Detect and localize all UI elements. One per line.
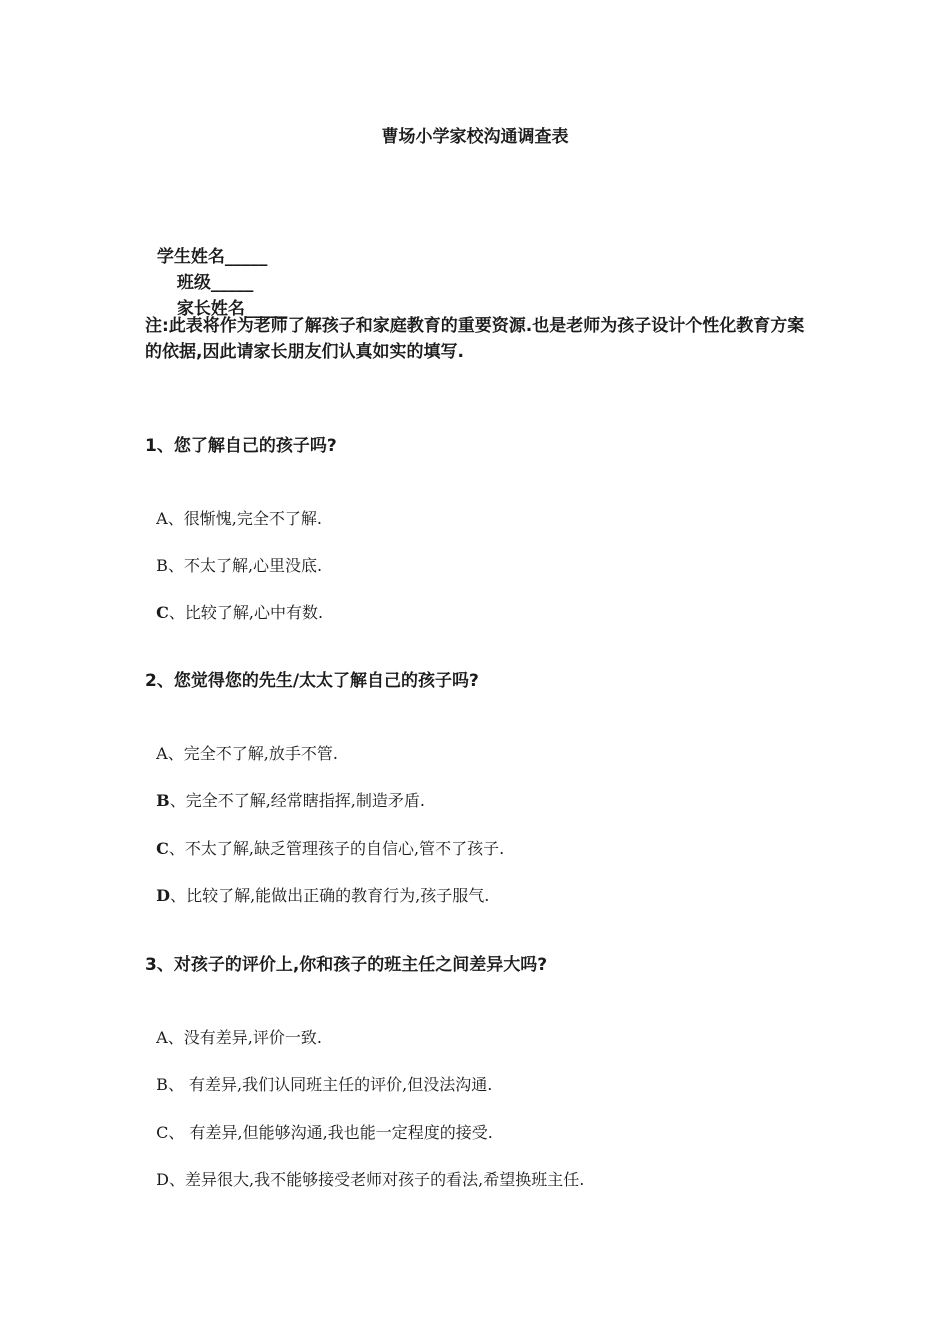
note-paragraph: 注:此表将作为老师了解孩子和家庭教育的重要资源.也是老师为孩子设计个性化教育方案的依据,因此请家长朋友们认真如实的填写.: [145, 316, 805, 362]
option-text: 差异很大,我不能够接受老师对孩子的看法,希望换班主任.: [185, 1170, 585, 1189]
option-3c: [146, 1094, 493, 1146]
option-letter: A: [156, 744, 168, 763]
option-2d: [146, 857, 489, 909]
info-line: [145, 218, 287, 322]
option-text: 有差异,我们认同班主任的评价,但没法沟通.: [189, 1075, 493, 1094]
option-text: 比较了解,心中有数.: [184, 603, 324, 622]
option-sep: 、: [168, 839, 185, 858]
option-text: 不太了解,缺乏管理孩子的自信心,管不了孩子.: [184, 839, 505, 858]
student-name-field: 学生姓名_____: [156, 247, 268, 267]
option-sep: 、: [167, 1075, 190, 1094]
question-3: 3、对孩子的评价上,你和孩子的班主任之间差异大吗?: [145, 955, 548, 975]
option-letter: C: [156, 839, 169, 858]
option-3a: [146, 999, 322, 1051]
option-letter: C: [156, 603, 169, 622]
option-letter: D: [156, 1170, 169, 1189]
option-1b: [146, 527, 322, 579]
option-sep: 、: [169, 1170, 186, 1189]
option-letter: B: [156, 1075, 168, 1094]
option-2c: [146, 810, 504, 862]
option-letter: D: [156, 886, 171, 905]
option-sep: 、: [170, 886, 187, 905]
option-letter: B: [156, 791, 170, 810]
option-sep: 、: [167, 744, 184, 763]
option-sep: 、: [168, 1123, 190, 1142]
option-letter: A: [156, 509, 168, 528]
page-title: 曹场小学家校沟通调查表: [381, 127, 569, 147]
option-3d: [146, 1141, 584, 1193]
option-text: 完全不了解,经常瞎指挥,制造矛盾.: [185, 791, 425, 810]
option-1a: [146, 480, 322, 532]
option-2b: [146, 762, 425, 814]
option-letter: B: [156, 556, 168, 575]
option-3b: [146, 1046, 492, 1098]
parent-name-field: 家长姓名_____: [176, 299, 288, 319]
option-sep: 、: [168, 603, 185, 622]
class-field: 班级_____: [176, 273, 254, 293]
option-text: 完全不了解,放手不管.: [183, 744, 338, 763]
option-text: 很惭愧,完全不了解.: [183, 509, 322, 528]
option-text: 不太了解,心里没底.: [183, 556, 323, 575]
option-text: 没有差异,评价一致.: [183, 1028, 322, 1047]
option-sep: 、: [167, 509, 184, 528]
question-2: 2、您觉得您的先生/太太了解自己的孩子吗?: [145, 671, 479, 691]
option-2a: [146, 715, 338, 767]
option-sep: 、: [167, 556, 184, 575]
option-sep: 、: [169, 791, 186, 810]
option-letter: C: [156, 1123, 169, 1142]
option-letter: A: [156, 1028, 168, 1047]
option-text: 比较了解,能做出正确的教育行为,孩子服气.: [186, 886, 490, 905]
option-1c: [146, 574, 323, 626]
question-1: 1、您了解自己的孩子吗?: [145, 436, 337, 456]
option-sep: 、: [167, 1028, 184, 1047]
option-text: 有差异,但能够沟通,我也能一定程度的接受.: [189, 1123, 493, 1142]
